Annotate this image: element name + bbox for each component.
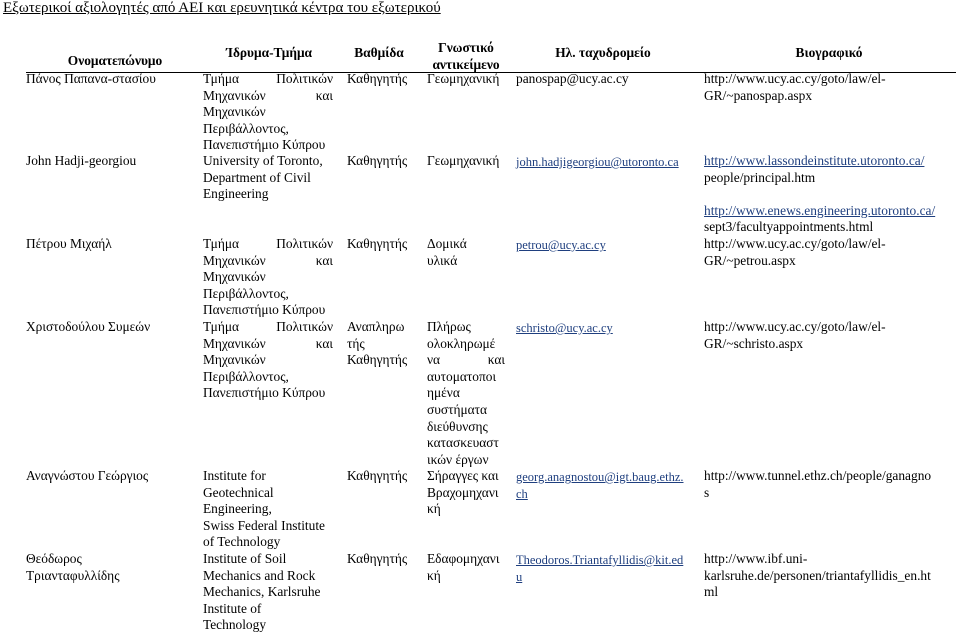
row-1-bio-line[interactable]: sept3/facultyappointments.html xyxy=(704,219,874,235)
header-field xyxy=(420,40,512,73)
row-3-field-line: Πλήρως xyxy=(427,319,471,334)
row-3-bio-link[interactable] xyxy=(704,319,954,352)
row-4-bio-link[interactable] xyxy=(704,468,954,501)
row-0-email-line: panospap@ucy.ac.cy xyxy=(516,71,629,86)
header-bio: Βιογραφικό xyxy=(795,45,863,60)
row-2-institution xyxy=(203,236,333,319)
row-2-field-line: Δομικά xyxy=(427,236,467,251)
row-5-name-line: Τριανταφυλλίδης xyxy=(26,567,120,583)
row-3-name xyxy=(26,319,196,336)
row-4-rank-line: Καθηγητής xyxy=(347,468,408,483)
row-5-bio-line: karlsruhe.de/personen/triantafyllidis_en.ht xyxy=(704,567,931,583)
row-4-institution-line: Geotechnical xyxy=(203,484,274,500)
row-5-email-line: Theodoros.Triantafyllidis@kit.ed xyxy=(516,553,684,567)
row-3-institution-line: Τμήμα Πολιτικών xyxy=(203,319,333,334)
row-0-bio-link[interactable] xyxy=(704,71,954,104)
row-4-field-line: Βραχομηχανι xyxy=(427,484,499,500)
row-1-rank-line: Καθηγητής xyxy=(347,153,408,168)
row-4-institution-line: Swiss Federal Institute xyxy=(203,517,325,533)
row-1-bio-link-1[interactable]: http://www.lassondeinstitute.utoronto.ca/ xyxy=(704,153,925,168)
row-1-field xyxy=(427,153,517,170)
row-3-bio-line: GR/~schristo.aspx xyxy=(704,335,804,351)
row-0-email-link[interactable] xyxy=(516,71,696,88)
row-5-field xyxy=(427,551,517,584)
row-2-bio-link[interactable] xyxy=(704,236,954,269)
row-1-name-line: John Hadji-georgiou xyxy=(26,153,137,168)
row-1-bio-line[interactable]: people/principal.htm xyxy=(704,169,816,185)
row-1-bio-spacer xyxy=(704,186,954,203)
row-1-field-line: Γεωμηχανική xyxy=(427,153,500,168)
row-4-institution-line: Institute for xyxy=(203,468,266,483)
row-2-field xyxy=(427,236,517,269)
row-0-field-line: Γεωμηχανική xyxy=(427,71,500,86)
row-2-bio-line: GR/~petrou.aspx xyxy=(704,252,796,268)
row-0-institution-line: Τμήμα Πολιτικών xyxy=(203,71,333,86)
row-3-field-line: συστήματα xyxy=(427,401,488,417)
row-3-institution-line: Πανεπιστήμιο Κύπρου xyxy=(203,385,326,401)
row-0-name-line: Πάνος Παπανα-στασίου xyxy=(26,71,156,86)
row-3-field-line: διεύθυνσης xyxy=(427,418,488,434)
row-3-rank xyxy=(347,319,422,369)
row-4-bio-line: http://www.tunnel.ethz.ch/people/ganagno xyxy=(704,468,932,483)
row-3-field-line: αυτοματοποι xyxy=(427,368,497,384)
row-5-bio-line: ml xyxy=(704,584,719,600)
row-5-bio-line: http://www.ibf.uni- xyxy=(704,551,808,566)
row-4-field-line: Σήραγγες και xyxy=(427,468,499,483)
row-5-field-line: κή xyxy=(427,567,441,583)
row-4-email-line: ch xyxy=(516,486,528,501)
row-2-institution-line: Μηχανικών και xyxy=(203,252,333,268)
row-3-institution xyxy=(203,319,333,402)
row-3-institution-line: Μηχανικών xyxy=(203,352,266,368)
row-1-name xyxy=(26,153,196,170)
row-3-rank-line: τής xyxy=(347,335,365,351)
row-2-institution-line: Μηχανικών xyxy=(203,269,266,285)
row-5-name xyxy=(26,551,196,584)
header-institution: Ίδρυμα-Τμήμα xyxy=(225,45,313,60)
row-1-bio-link-2[interactable]: http://www.enews.engineering.utoronto.ca/ xyxy=(704,202,936,218)
row-1-bio xyxy=(704,153,954,236)
row-3-bio-line: http://www.ucy.ac.cy/goto/law/el- xyxy=(704,319,886,334)
row-2-name-line: Πέτρου Μιχαήλ xyxy=(26,236,112,251)
row-0-name xyxy=(26,71,196,88)
row-3-email-line: schristo@ucy.ac.cy xyxy=(516,321,613,335)
row-2-name xyxy=(26,236,196,253)
row-1-email-link[interactable] xyxy=(516,154,701,171)
row-5-institution-line: Institute of Soil xyxy=(203,551,287,566)
header-email: Ηλ. ταχυδρομείο xyxy=(555,45,651,60)
row-4-name xyxy=(26,468,196,485)
row-4-institution-line: of Technology xyxy=(203,534,281,550)
header-field-line1: Γνωστικό xyxy=(438,40,494,55)
row-2-rank xyxy=(347,236,422,253)
row-3-field-line: ημένα xyxy=(427,385,460,401)
row-5-institution-line: Technology xyxy=(203,617,267,633)
row-2-institution-line: Τμήμα Πολιτικών xyxy=(203,236,333,251)
row-0-rank-line: Καθηγητής xyxy=(347,71,408,86)
row-2-email-line: petrou@ucy.ac.cy xyxy=(516,238,606,252)
row-2-institution-line: Περιβάλλοντος, xyxy=(203,285,289,301)
row-2-field-line: υλικά xyxy=(427,252,458,268)
row-4-rank xyxy=(347,468,422,485)
row-3-institution-line: Μηχανικών και xyxy=(203,335,333,351)
row-5-institution-line: Institute of xyxy=(203,600,262,616)
row-5-institution xyxy=(203,551,338,634)
row-5-bio-link[interactable] xyxy=(704,551,954,601)
row-5-institution-line: Mechanics and Rock xyxy=(203,567,316,583)
row-3-name-line: Χριστοδούλου Συμεών xyxy=(26,319,151,334)
row-5-institution-line: Mechanics, Karlsruhe xyxy=(203,584,321,600)
page-title: Εξωτερικοί αξιολογητές από ΑΕΙ και ερευνητικά κέντρα του εξωτερικού xyxy=(3,0,441,16)
row-1-institution-line: Department of Civil xyxy=(203,169,311,185)
row-5-email-link[interactable] xyxy=(516,552,696,585)
row-0-bio-line: http://www.ucy.ac.cy/goto/law/el- xyxy=(704,71,886,86)
row-3-rank-line: Αναπληρω xyxy=(347,319,405,334)
row-3-field-line: ολοκληρωμέ xyxy=(427,335,496,351)
row-3-field xyxy=(427,319,505,468)
row-2-email-link[interactable] xyxy=(516,237,696,254)
row-4-email-line: georg.anagnostou@igt.baug.ethz. xyxy=(516,470,684,484)
row-1-email-line: john.hadjigeorgiou@utoronto.ca xyxy=(516,155,679,169)
header-name: Ονοματεπώνυμο xyxy=(67,53,163,68)
row-4-institution-line: Engineering, xyxy=(203,501,272,517)
row-1-institution-line: University of Toronto, xyxy=(203,153,323,168)
row-0-field xyxy=(427,71,517,88)
row-3-field-line: να και xyxy=(427,352,505,368)
row-4-name-line: Αναγνώστου Γεώργιος xyxy=(26,468,149,483)
row-0-institution-line: Περιβάλλοντος, xyxy=(203,120,289,136)
row-4-bio-line: s xyxy=(704,484,710,500)
row-2-bio-line: http://www.ucy.ac.cy/goto/law/el- xyxy=(704,236,886,251)
row-5-field-line: Εδαφομηχανι xyxy=(427,551,500,566)
row-1-rank xyxy=(347,153,422,170)
row-0-rank xyxy=(347,71,422,88)
header-field-line2: αντικείμενο xyxy=(432,56,500,72)
row-4-field xyxy=(427,468,517,518)
row-1-institution-line: Engineering xyxy=(203,186,269,202)
row-0-institution xyxy=(203,71,333,154)
row-5-rank-line: Καθηγητής xyxy=(347,551,408,566)
row-0-institution-line: Μηχανικών xyxy=(203,104,266,120)
row-2-institution-line: Πανεπιστήμιο Κύπρου xyxy=(203,302,326,318)
header-rank: Βαθμίδα xyxy=(354,45,404,60)
row-3-institution-line: Περιβάλλοντος, xyxy=(203,368,289,384)
row-4-institution xyxy=(203,468,338,551)
row-5-email-line: u xyxy=(516,569,523,584)
row-0-bio-line: GR/~panospap.aspx xyxy=(704,87,813,103)
row-0-institution-line: Μηχανικών και xyxy=(203,87,333,103)
row-5-name-line: Θεόδωρος xyxy=(26,551,82,566)
row-4-email-link[interactable] xyxy=(516,469,696,502)
row-3-field-line: κατασκευαστ xyxy=(427,435,499,451)
row-0-institution-line: Πανεπιστήμιο Κύπρου xyxy=(203,137,326,153)
row-1-institution xyxy=(203,153,333,203)
row-4-field-line: κή xyxy=(427,501,441,517)
row-3-rank-line: Καθηγητής xyxy=(347,352,408,368)
row-2-rank-line: Καθηγητής xyxy=(347,236,408,251)
row-3-email-link[interactable] xyxy=(516,320,696,337)
row-3-field-line: ικών έργων xyxy=(427,451,489,467)
row-5-rank xyxy=(347,551,422,568)
